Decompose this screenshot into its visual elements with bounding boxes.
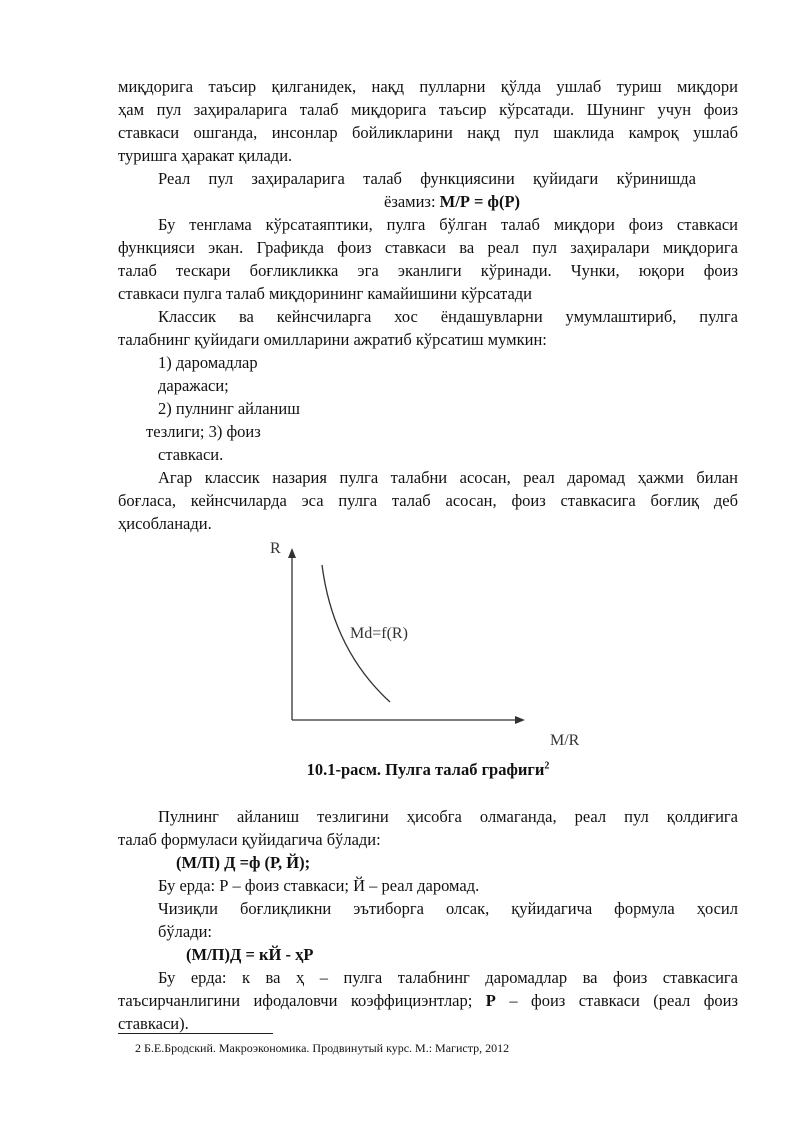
text-line: Классик ва кейнсчиларга хос ёндашувларни умумлаштириб, пулга <box>158 307 738 326</box>
text-line: ставкаси ошганда, инсонлар бойликларини нақд пул шаклида камроқ ушлаб <box>118 123 738 142</box>
text-line: талаб тескари боғликликка эга эканлиги кўринади. Чунки, юқори фоиз <box>118 261 738 280</box>
caption-text: 10.1-расм. Пулга талаб графиги <box>306 760 545 779</box>
footnote-divider <box>118 1033 273 1034</box>
text-line: ҳисобланади. <box>118 514 212 533</box>
caption-footnote-ref: 2 <box>544 760 550 772</box>
paragraph-4 <box>118 466 738 535</box>
text-line: бўлади: <box>158 922 213 941</box>
text-line: ёзамиз: <box>384 192 440 211</box>
paragraph-1 <box>118 75 738 167</box>
text-line: туришга ҳаракат қилади. <box>118 146 293 165</box>
list-item: тезлиги; 3) фоиз <box>146 422 261 441</box>
figure-caption <box>118 760 738 780</box>
text-line: миқдорига таъсир қилганидек, нақд пулларни қўлда ушлаб туриш миқдори <box>118 77 738 96</box>
text-line: Реал пул заҳираларига талаб функциясини қуйидаги кўринишда <box>158 169 696 188</box>
text-line: талабнинг қуйидаги омилларини ажратиб кўрсатиш мумкин: <box>118 330 547 349</box>
text-line: Чизиқли боғлиқликни эътиборга олсак, қуйидагича формула ҳосил <box>158 899 738 918</box>
x-axis-label: M/R <box>550 732 580 749</box>
paragraph-2 <box>118 213 738 305</box>
paragraph-7 <box>118 966 738 1035</box>
list-item: ставкаси. <box>158 445 224 464</box>
footnote: 2 Б.Е.Бродский. Макроэкономика. Продвинутый курс. М.: Магистр, 2012 <box>135 1041 510 1055</box>
text-line: талаб формуласи қуйидагича бўлади: <box>118 830 381 849</box>
list-item: 1) даромадлар <box>158 353 258 372</box>
text-line: ставкаси пулга талаб миқдорининг камайишини кўрсатади <box>118 284 532 303</box>
text-line: ставкаси). <box>118 1014 189 1033</box>
text-line: ҳам пул заҳираларига талаб миқдорига таъсир кўрсатади. Шунинг учун фоиз <box>118 100 738 119</box>
text-line: Агар классик назария пулга талабни асосан, реал даромад ҳажми билан <box>158 468 738 487</box>
y-axis-arrow <box>288 548 296 558</box>
y-axis-label: R <box>270 540 281 557</box>
factor-list <box>118 351 738 466</box>
paragraph-3 <box>118 305 738 351</box>
paragraph-5 <box>118 805 738 851</box>
text-line: Бу ерда: к ва ҳ – пулга талабнинг даромадлар ва фоиз ставкасига <box>158 968 738 987</box>
list-item: 2) пулнинг айланиш <box>158 399 300 418</box>
formula-intro <box>118 167 738 213</box>
formula-1: М/Р = ф(Р) <box>439 192 521 211</box>
curve-label: Md=f(R) <box>350 625 408 642</box>
paragraph-6 <box>118 897 738 943</box>
list-item: даражаси; <box>158 376 229 395</box>
text-line: боғласа, кейнсчиларда эса пулга талаб асосан, фоиз ставкасига боғлиқ деб <box>118 491 738 510</box>
text-line: функцияси экан. Графикда фоиз ставкаси ва реал пул заҳиралари миқдорига <box>118 238 738 257</box>
text-line: Бу тенглама кўрсатаяптики, пулга бўлган талаб миқдори фоиз ставкаси <box>158 215 738 234</box>
formula-2: (М/П) Д =ф (Р, Й); <box>176 853 311 872</box>
x-axis-arrow <box>515 716 525 724</box>
money-demand-graph <box>255 530 615 760</box>
text-line: Пулнинг айланиш тезлигини ҳисобга олмаганда, реал пул қолдиғига <box>158 807 738 826</box>
where-line: Бу ерда: Р – фоиз ставкаси; Й – реал даромад. <box>158 876 480 895</box>
formula-line <box>118 190 738 213</box>
formula-3: (М/П)Д = кЙ - ҳР <box>186 945 314 964</box>
text-line: таъсирчанлигини ифодаловчи коэффициэнтлар; Р – фоиз ставкаси (реал фоиз <box>118 991 738 1010</box>
